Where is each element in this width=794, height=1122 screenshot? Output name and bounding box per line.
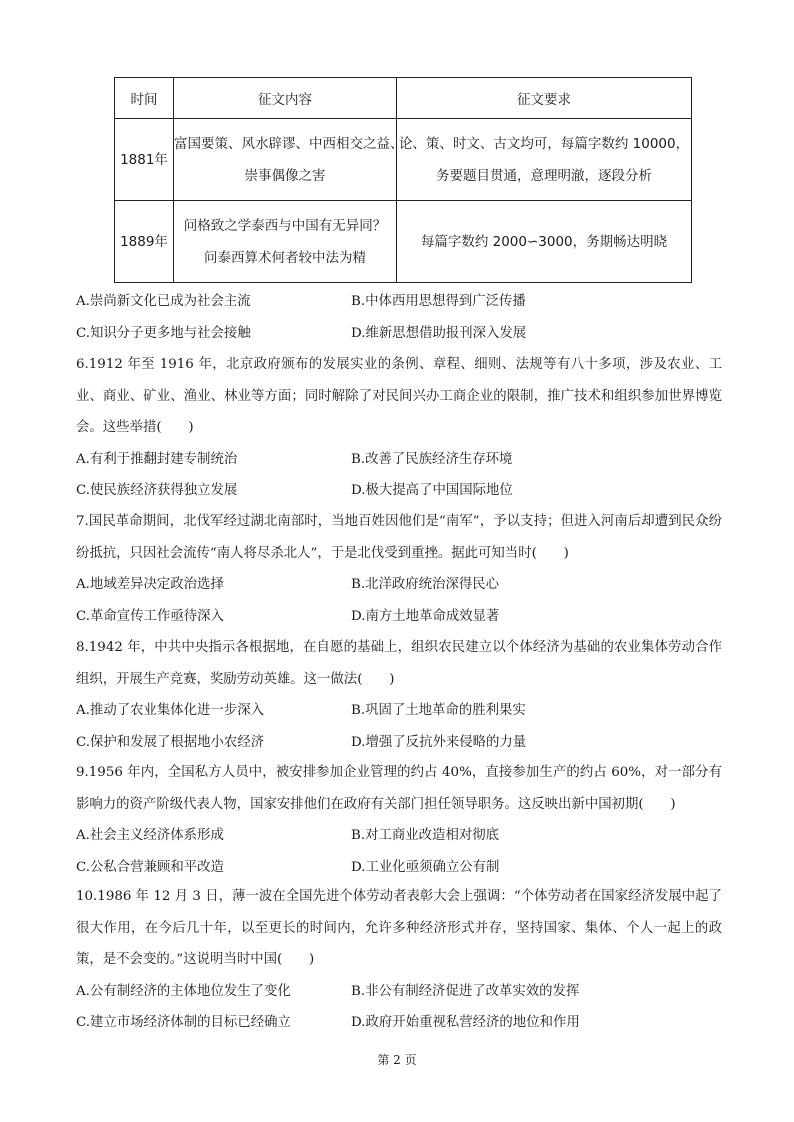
- table-row: [115, 201, 692, 283]
- table-header-row: [115, 78, 692, 119]
- question-stem: 9.1956 年内，全国私方人员中，被安排参加企业管理的约占 40%，直接参加生产的约占 60%，对一部分有影响力的资产阶级代表人物，国家安排他们在政府有关部门担任领导职务。这反映出新中国初期( ): [76, 765, 722, 812]
- option-d: D.增强了反抗外来侵略的力量: [351, 734, 527, 750]
- option-a: A.崇尚新文化已成为社会主流: [76, 294, 251, 309]
- option-c: C.使民族经济获得独立发展: [76, 483, 238, 498]
- option-d: D.政府开始重视私营经济的地位和作用: [351, 1015, 580, 1030]
- question-7: [76, 506, 722, 632]
- option-b: B.非公有制经济促进了改革实效的发挥: [351, 983, 580, 999]
- table-row: [115, 119, 692, 201]
- row-requirement: [397, 201, 692, 283]
- row-content: [174, 119, 404, 201]
- question-10: [76, 881, 722, 1039]
- question-stem: 6.1912 年至 1916 年，北京政府颁布的发展实业的条例、章程、细则、法规等有八十多项，涉及农业、工业、商业、矿业、渔业、林业等方面；同时解除了对民间兴办工商企业的限制，推广技术和组织参加世界博览会。这些举措( ): [76, 357, 722, 435]
- requirement-line: 论、策、时文、古文均可，每篇字数约 10000，: [398, 135, 690, 152]
- row-requirement: [397, 119, 692, 201]
- content-line: 问格致之学泰西与中国有无异同？: [183, 217, 387, 234]
- option-d: D.极大提高了中国国际地位: [351, 483, 513, 498]
- header-requirement: 征文要求: [397, 78, 692, 119]
- option-a: A.公有制经济的主体地位发生了变化: [76, 983, 291, 999]
- option-a: A.有利于推翻封建专制统治: [76, 451, 238, 467]
- row-year: 1881年: [115, 119, 174, 201]
- requirement-line: 务要题目贯通，意理明澈，逐段分析: [436, 167, 652, 184]
- option-c: C.知识分子更多地与社会接触: [76, 325, 251, 341]
- content-line: 富国要策、风水辟谬、中西相交之益、: [174, 135, 404, 152]
- option-d: D.维新思想借助报刊深入发展: [351, 325, 527, 341]
- question-5-options: [76, 286, 722, 349]
- page-number: 第 2 页: [377, 1053, 417, 1067]
- option-a: A.推动了农业集体化进一步深入: [76, 703, 265, 718]
- option-d: D.南方土地革命成效显著: [351, 608, 500, 624]
- question-9: [76, 757, 722, 883]
- option-a: A.地域差异决定政治选择: [76, 577, 224, 592]
- option-c: C.公私合营兼顾和平改造: [76, 859, 224, 875]
- option-c: C.革命宣传工作亟待深入: [76, 608, 224, 624]
- option-b: B.改善了民族经济生存环境: [351, 451, 513, 467]
- content-line: 崇事偶像之害: [244, 167, 326, 184]
- question-stem: 7.国民革命期间，北伐军经过湖北南部时，当地百姓因他们是“南军”，予以支持；但进入河南后却遭到民众纷纷抵抗，只因社会流传“南人将尽杀北人”，于是北伐受到重挫。据此可知当时( ): [76, 514, 722, 561]
- option-b: B.对工商业改造相对彻底: [351, 828, 500, 843]
- option-b: B.中体西用思想得到广泛传播: [351, 294, 526, 309]
- question-8: [76, 632, 722, 758]
- option-b: B.巩固了土地革命的胜利果实: [351, 703, 526, 718]
- option-a: A.社会主义经济体系形成: [76, 828, 224, 843]
- requirement-line: 每篇字数约 2000∽3000，务期畅达明晓: [420, 233, 668, 250]
- option-c: C.建立市场经济体制的目标已经确立: [76, 1015, 291, 1030]
- row-content: [174, 201, 397, 283]
- header-content: 征文内容: [174, 78, 397, 119]
- question-stem: 10.1986 年 12 月 3 日，薄一波在全国先进个体劳动者表彰大会上强调：“个体劳动者在国家经济发展中起了很大作用，在今后几十年，以至更长的时间内，允许多种经济形式并存，坚持国家、集体、个人一起上的政策，是不会变的。”这说明当时中国( ): [76, 889, 722, 967]
- essay-contest-table: [114, 77, 692, 283]
- option-d: D.工业化亟须确立公有制: [351, 859, 500, 875]
- header-time: 时间: [115, 78, 174, 119]
- content-line: 问泰西算术何者较中法为精: [204, 249, 366, 266]
- option-b: B.北洋政府统治深得民心: [351, 577, 500, 592]
- option-c: C.保护和发展了根据地小农经济: [76, 734, 265, 750]
- question-stem: 8.1942 年，中共中央指示各根据地，在自愿的基础上，组织农民建立以个体经济为基础的农业集体劳动合作组织，开展生产竞赛，奖励劳动英雄。这一做法( ): [76, 640, 722, 687]
- question-6: [76, 349, 722, 507]
- row-year: 1889年: [115, 201, 174, 283]
